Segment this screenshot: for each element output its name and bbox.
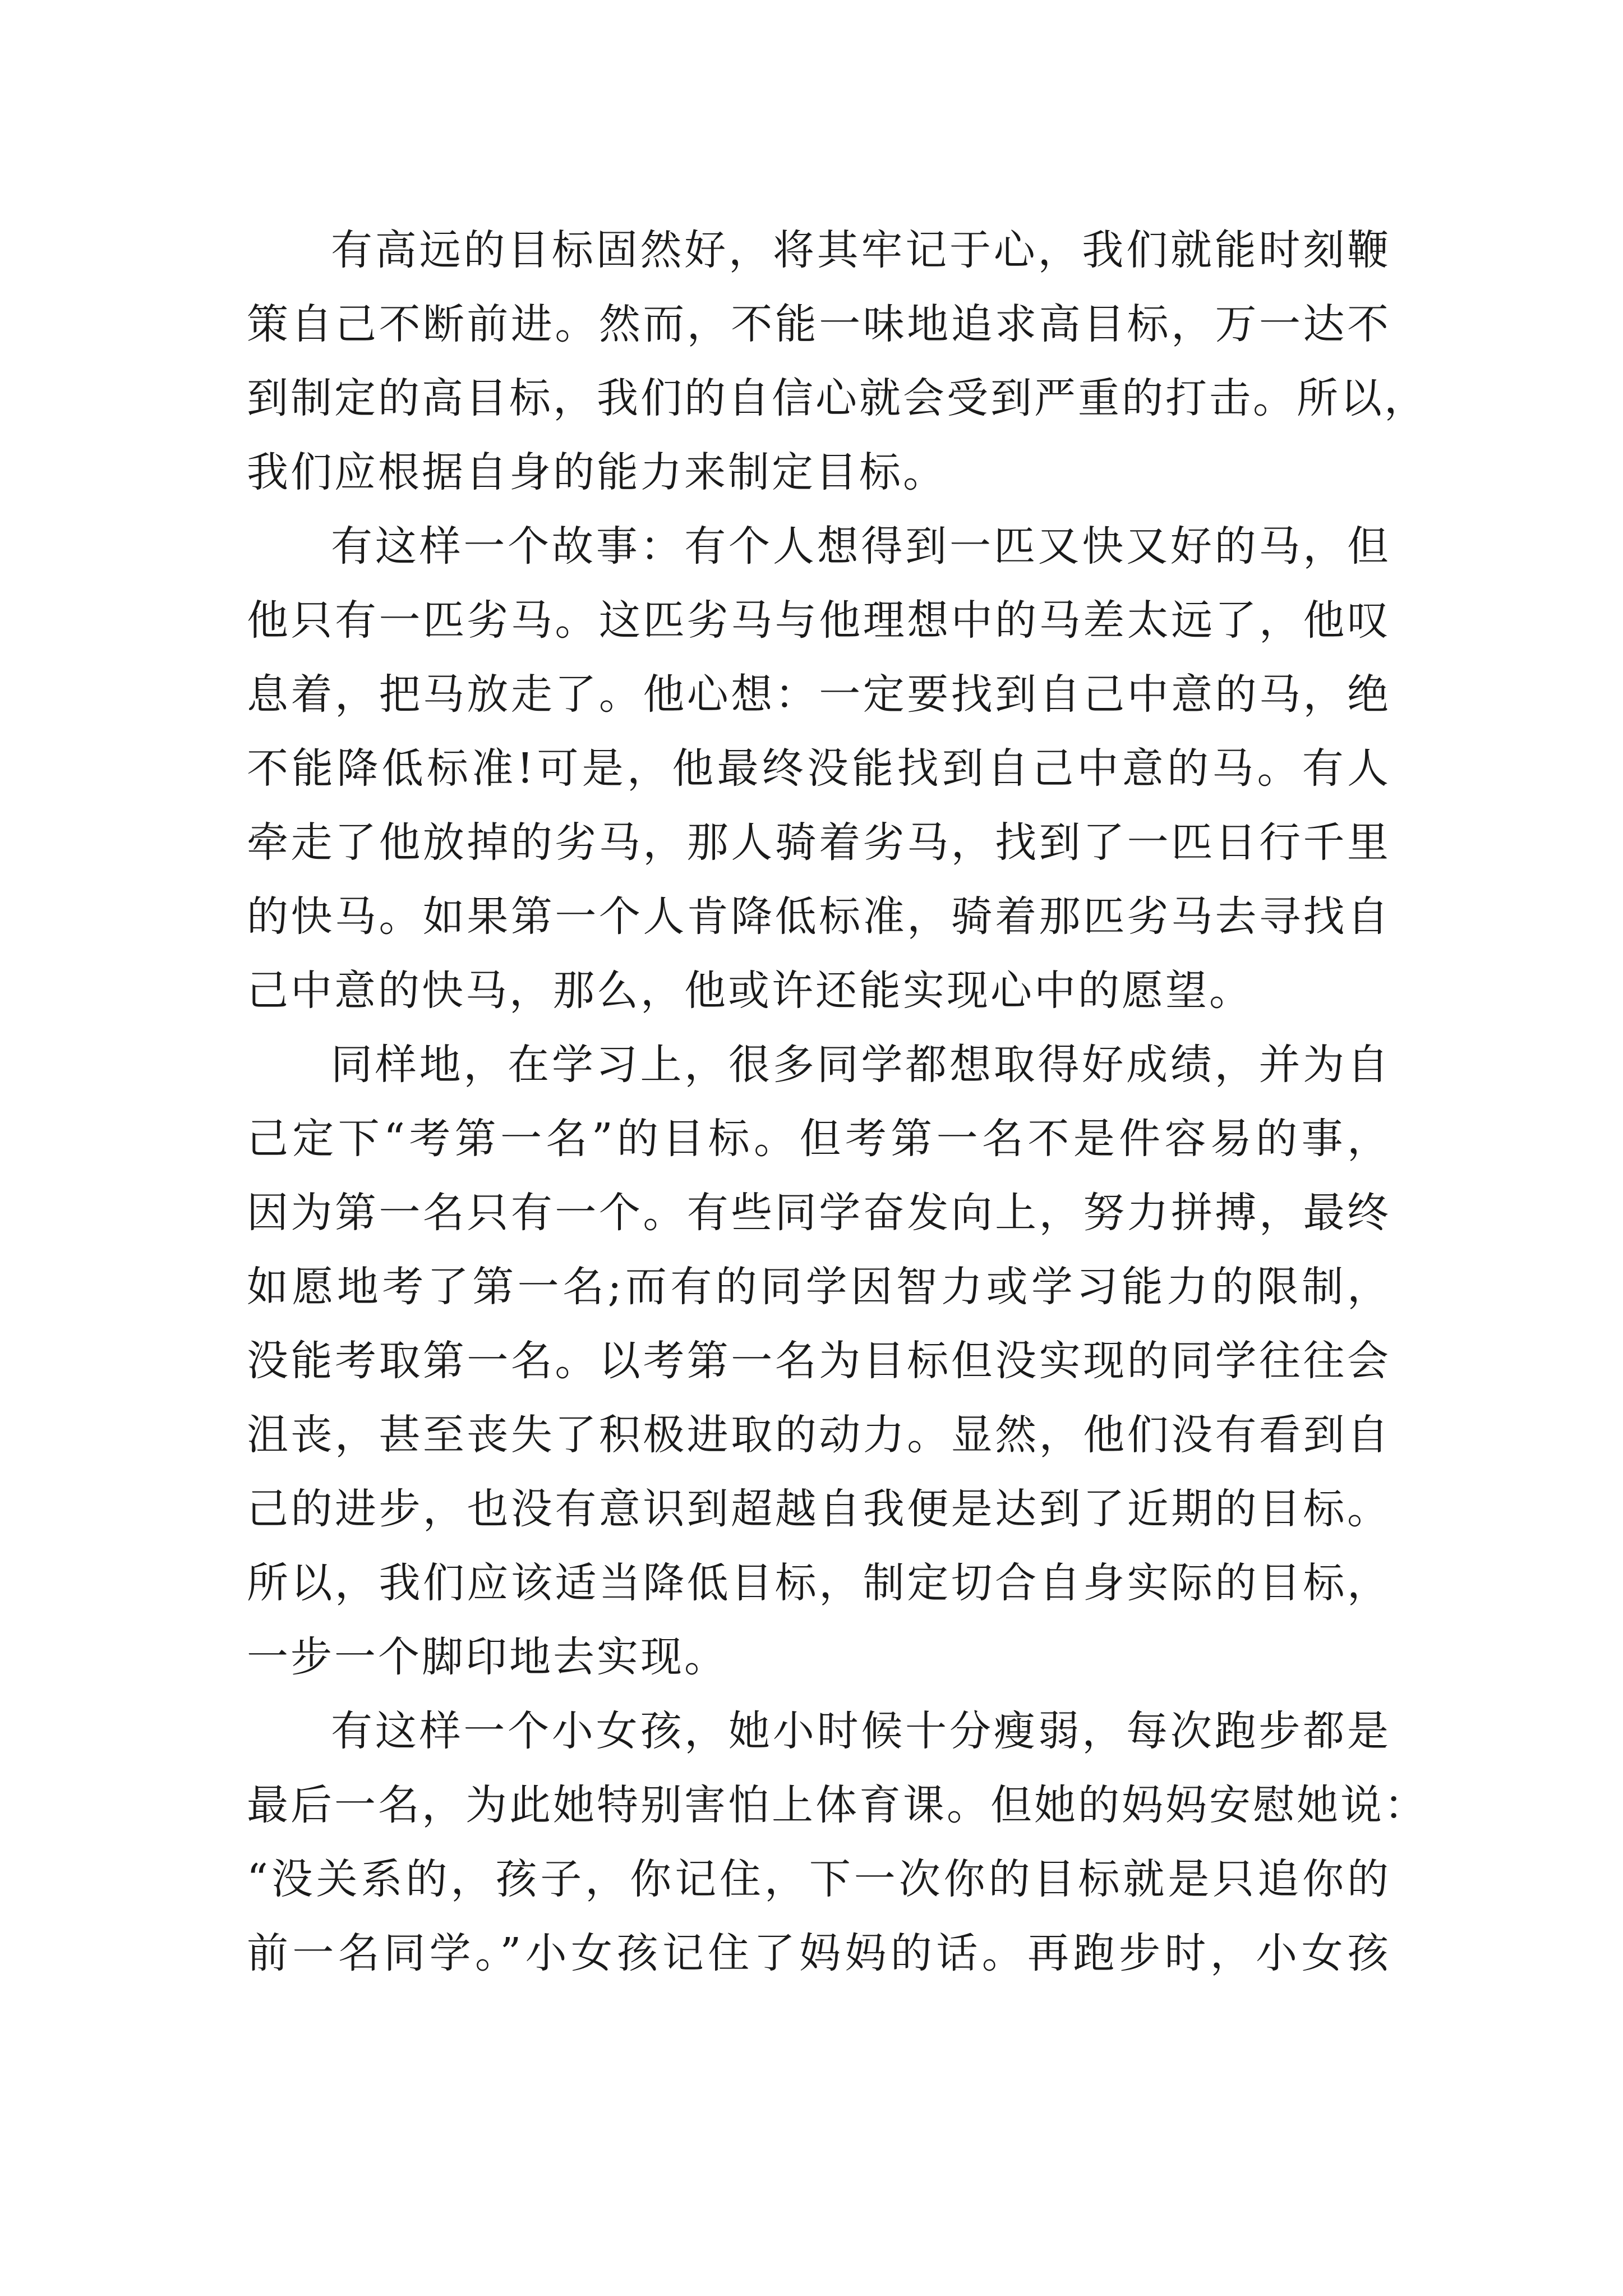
paragraph-2-line-7: 己中意的快马，那么，他或许还能实现心中的愿望。 (247, 967, 1253, 1015)
paragraph-2-line-5: 牵走了他放掉的劣马，那人骑着劣马，找到了一匹日行千里 (247, 818, 1391, 867)
paragraph-3-line-6: 沮丧，甚至丧失了积极进取的动力。显然，他们没有看到自 (247, 1411, 1391, 1459)
paragraph-3-line-7: 己的进步，也没有意识到超越自我便是达到了近期的目标。 (247, 1485, 1391, 1533)
paragraph-3-line-1: 同样地，在学习上，很多同学都想取得好成绩，并为自 (331, 1041, 1391, 1089)
paragraph-2-line-4: 不能降低标准!可是，他最终没能找到自己中意的马。有人 (247, 744, 1391, 793)
paragraph-1-line-2: 策自己不断前进。然而，不能一味地追求高目标，万一达不 (247, 300, 1391, 348)
paragraph-2-line-3: 息着，把马放走了。他心想：一定要找到自己中意的马，绝 (247, 670, 1391, 719)
paragraph-1-line-3: 到制定的高目标，我们的自信心就会受到严重的打击。所以， (247, 374, 1428, 422)
paragraph-3-line-9: 一步一个脚印地去实现。 (247, 1633, 728, 1681)
paragraph-3-line-5: 没能考取第一名。以考第一名为目标但没实现的同学往往会 (247, 1337, 1391, 1385)
paragraph-4-line-2: 最后一名，为此她特别害怕上体育课。但她的妈妈安慰她说： (247, 1781, 1428, 1829)
paragraph-2-line-2: 他只有一匹劣马。这匹劣马与他理想中的马差太远了，他叹 (247, 596, 1391, 645)
paragraph-3-line-8: 所以，我们应该适当降低目标，制定切合自身实际的目标， (247, 1559, 1391, 1607)
paragraph-2-line-6: 的快马。如果第一个人肯降低标准，骑着那匹劣马去寻找自 (247, 892, 1391, 941)
paragraph-3-line-2: 己定下“考第一名”的目标。但考第一名不是件容易的事， (247, 1115, 1391, 1163)
paragraph-2-line-1: 有这样一个故事：有个人想得到一匹又快又好的马，但 (331, 522, 1391, 570)
paragraph-4-line-4: 前一名同学。”小女孩记住了妈妈的话。再跑步时，小女孩 (247, 1929, 1391, 1977)
paragraph-3-line-4: 如愿地考了第一名;而有的同学因智力或学习能力的限制， (247, 1263, 1391, 1311)
document-body (247, 213, 1428, 1990)
paragraph-3-line-3: 因为第一名只有一个。有些同学奋发向上，努力拼搏，最终 (247, 1189, 1391, 1237)
paragraph-4-line-3: “没关系的，孩子，你记住，下一次你的目标就是只追你的 (247, 1855, 1391, 1903)
paragraph-4-line-1: 有这样一个小女孩，她小时候十分瘦弱，每次跑步都是 (331, 1707, 1391, 1755)
paragraph-1-line-1: 有高远的目标固然好，将其牢记于心，我们就能时刻鞭 (331, 226, 1391, 274)
paragraph-1-line-4: 我们应根据自身的能力来制定目标。 (247, 448, 947, 496)
